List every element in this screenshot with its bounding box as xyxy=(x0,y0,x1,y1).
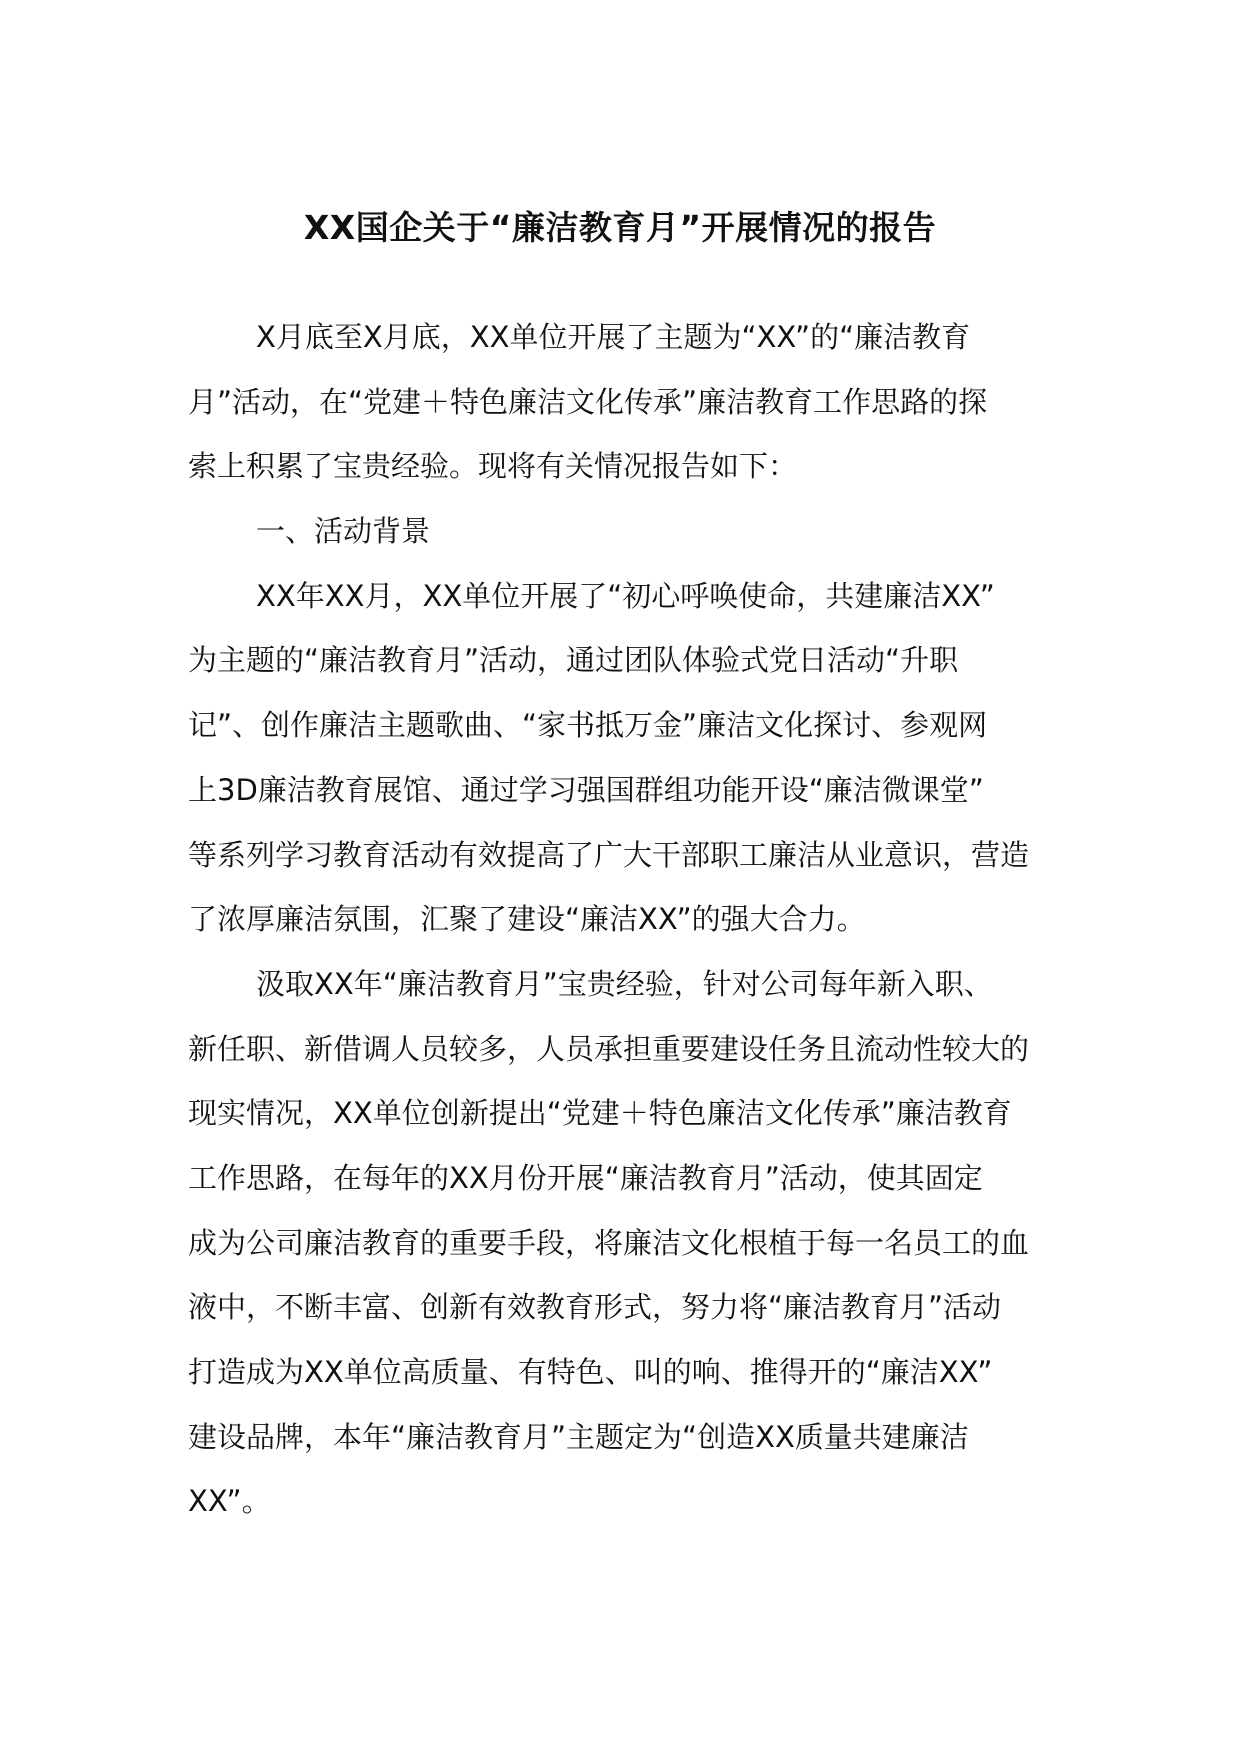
paragraph-4-line-4: 工作思路，在每年的XX月份开展“廉洁教育月”活动，使其固定 xyxy=(188,1160,983,1195)
paragraph-4-line-5: 成为公司廉洁教育的重要手段，将廉洁文化根植于每一名员工的血 xyxy=(188,1225,1030,1260)
paragraph-1-line-3: 索上积累了宝贵经验。现将有关情况报告如下： xyxy=(188,449,798,484)
paragraph-4-line-2: 新任职、新借调人员较多，人员承担重要建设任务且流动性较大的 xyxy=(188,1031,1030,1066)
paragraph-3-line-5: 等系列学习教育活动有效提高了广大干部职工廉洁从业意识，营造 xyxy=(188,837,1030,872)
document-title: XX国企关于“廉洁教育月”开展情况的报告 xyxy=(303,208,937,247)
paragraph-3-line-4: 上3D廉洁教育展馆、通过学习强国群组功能开设“廉洁微课堂” xyxy=(188,772,984,807)
document-body xyxy=(188,305,1068,1534)
paragraph-4-line-3: 现实情况，XX单位创新提出“党建＋特色廉洁文化传承”廉洁教育 xyxy=(188,1096,1012,1131)
paragraph-3-line-6: 了浓厚廉洁氛围，汇聚了建设“廉洁XX”的强大合力。 xyxy=(188,902,866,937)
paragraph-3-line-2: 为主题的“廉洁教育月”活动，通过团队体验式党日活动“升职 xyxy=(188,643,959,678)
paragraph-3-line-1: XX年XX月，XX单位开展了“初心呼唤使命，共建廉洁XX” xyxy=(256,578,995,613)
paragraph-4-line-6: 液中，不断丰富、创新有效教育形式，努力将“廉洁教育月”活动 xyxy=(188,1290,1002,1325)
paragraph-4-line-9: XX”。 xyxy=(188,1484,271,1519)
paragraph-4-line-1: 汲取XX年“廉洁教育月”宝贵经验，针对公司每年新入职、 xyxy=(256,966,993,1001)
section-heading: 一、活动背景 xyxy=(256,514,431,549)
paragraph-3-line-3: 记”、创作廉洁主题歌曲、“家书抵万金”廉洁文化探讨、参观网 xyxy=(188,708,988,743)
paragraph-1-line-2: 月”活动，在“党建＋特色廉洁文化传承”廉洁教育工作思路的探 xyxy=(188,384,988,419)
paragraph-1-line-1: X月底至X月底，XX单位开展了主题为“XX”的“廉洁教育 xyxy=(256,320,971,354)
paragraph-4-line-7: 打造成为XX单位高质量、有特色、叫的响、推得开的“廉洁XX” xyxy=(188,1355,993,1389)
paragraph-4-line-8: 建设品牌，本年“廉洁教育月”主题定为“创造XX质量共建廉洁 xyxy=(188,1419,969,1454)
